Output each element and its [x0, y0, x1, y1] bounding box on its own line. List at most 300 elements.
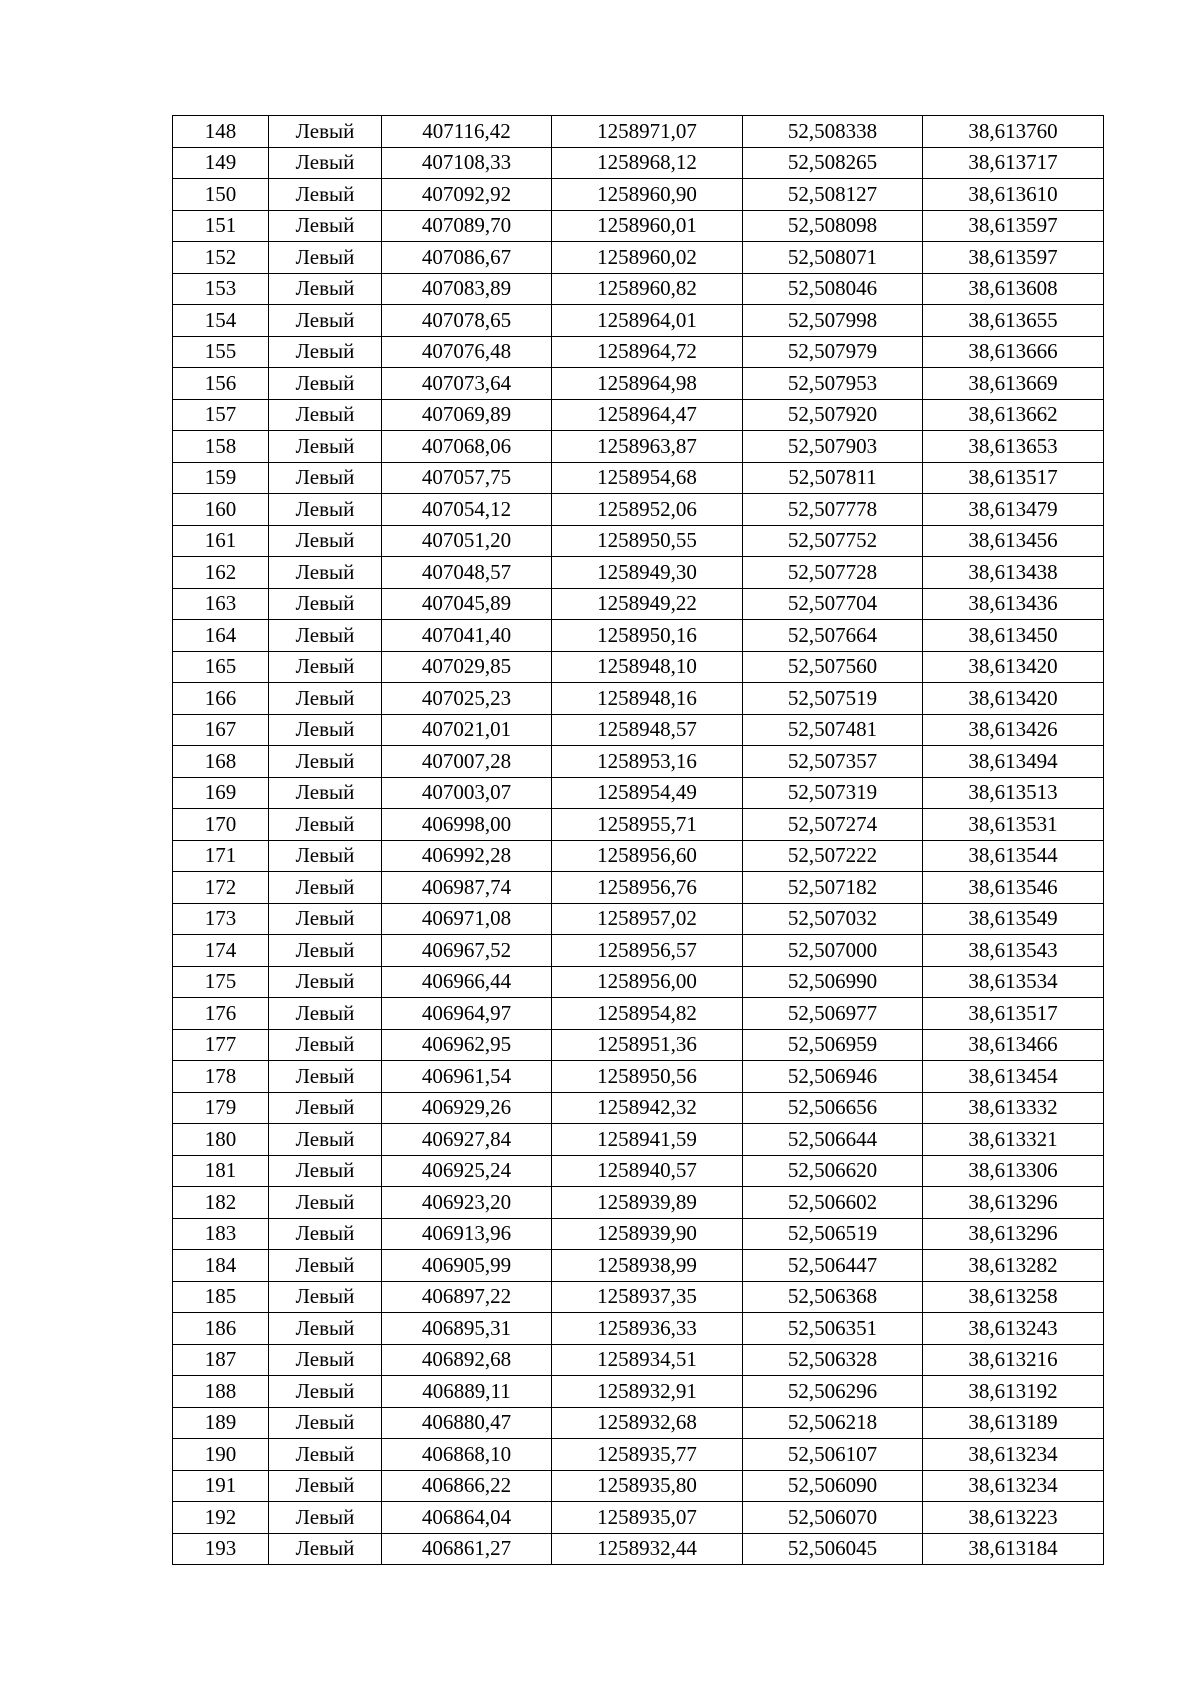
- point-number-cell: 184: [173, 1250, 269, 1282]
- point-number-cell: 168: [173, 746, 269, 778]
- x-coordinate-cell: 406967,52: [382, 935, 552, 967]
- side-cell: Левый: [269, 1061, 382, 1093]
- longitude-cell: 38,613517: [923, 998, 1104, 1030]
- side-cell: Левый: [269, 872, 382, 904]
- latitude-cell: 52,508338: [743, 116, 923, 148]
- x-coordinate-cell: 406864,04: [382, 1502, 552, 1534]
- y-coordinate-cell: 1258968,12: [552, 147, 743, 179]
- y-coordinate-cell: 1258935,80: [552, 1470, 743, 1502]
- longitude-cell: 38,613669: [923, 368, 1104, 400]
- longitude-cell: 38,613243: [923, 1313, 1104, 1345]
- y-coordinate-cell: 1258942,32: [552, 1092, 743, 1124]
- longitude-cell: 38,613466: [923, 1029, 1104, 1061]
- longitude-cell: 38,613666: [923, 336, 1104, 368]
- latitude-cell: 52,507274: [743, 809, 923, 841]
- point-number-cell: 166: [173, 683, 269, 715]
- table-row: [173, 1155, 1104, 1187]
- x-coordinate-cell: 406987,74: [382, 872, 552, 904]
- longitude-cell: 38,613332: [923, 1092, 1104, 1124]
- y-coordinate-cell: 1258957,02: [552, 903, 743, 935]
- x-coordinate-cell: 406998,00: [382, 809, 552, 841]
- latitude-cell: 52,507664: [743, 620, 923, 652]
- latitude-cell: 52,508071: [743, 242, 923, 274]
- x-coordinate-cell: 406992,28: [382, 840, 552, 872]
- point-number-cell: 148: [173, 116, 269, 148]
- point-number-cell: 149: [173, 147, 269, 179]
- coordinates-table: [172, 115, 1104, 1565]
- point-number-cell: 189: [173, 1407, 269, 1439]
- longitude-cell: 38,613597: [923, 242, 1104, 274]
- longitude-cell: 38,613296: [923, 1187, 1104, 1219]
- table-row: [173, 1187, 1104, 1219]
- table-row: [173, 998, 1104, 1030]
- y-coordinate-cell: 1258932,91: [552, 1376, 743, 1408]
- longitude-cell: 38,613450: [923, 620, 1104, 652]
- table-row: [173, 714, 1104, 746]
- latitude-cell: 52,506351: [743, 1313, 923, 1345]
- longitude-cell: 38,613655: [923, 305, 1104, 337]
- side-cell: Левый: [269, 1344, 382, 1376]
- side-cell: Левый: [269, 1407, 382, 1439]
- latitude-cell: 52,507752: [743, 525, 923, 557]
- longitude-cell: 38,613546: [923, 872, 1104, 904]
- table-row: [173, 431, 1104, 463]
- longitude-cell: 38,613192: [923, 1376, 1104, 1408]
- table-row: [173, 336, 1104, 368]
- table-row: [173, 651, 1104, 683]
- table-row: [173, 872, 1104, 904]
- x-coordinate-cell: 407073,64: [382, 368, 552, 400]
- side-cell: Левый: [269, 620, 382, 652]
- point-number-cell: 167: [173, 714, 269, 746]
- x-coordinate-cell: 406861,27: [382, 1533, 552, 1565]
- y-coordinate-cell: 1258964,47: [552, 399, 743, 431]
- point-number-cell: 178: [173, 1061, 269, 1093]
- longitude-cell: 38,613543: [923, 935, 1104, 967]
- x-coordinate-cell: 406892,68: [382, 1344, 552, 1376]
- side-cell: Левый: [269, 305, 382, 337]
- longitude-cell: 38,613534: [923, 966, 1104, 998]
- table-row: [173, 368, 1104, 400]
- latitude-cell: 52,507519: [743, 683, 923, 715]
- point-number-cell: 181: [173, 1155, 269, 1187]
- x-coordinate-cell: 407025,23: [382, 683, 552, 715]
- y-coordinate-cell: 1258948,16: [552, 683, 743, 715]
- latitude-cell: 52,506296: [743, 1376, 923, 1408]
- y-coordinate-cell: 1258954,82: [552, 998, 743, 1030]
- x-coordinate-cell: 406897,22: [382, 1281, 552, 1313]
- point-number-cell: 165: [173, 651, 269, 683]
- x-coordinate-cell: 407003,07: [382, 777, 552, 809]
- longitude-cell: 38,613321: [923, 1124, 1104, 1156]
- latitude-cell: 52,508098: [743, 210, 923, 242]
- x-coordinate-cell: 406927,84: [382, 1124, 552, 1156]
- longitude-cell: 38,613517: [923, 462, 1104, 494]
- point-number-cell: 192: [173, 1502, 269, 1534]
- side-cell: Левый: [269, 242, 382, 274]
- x-coordinate-cell: 406962,95: [382, 1029, 552, 1061]
- y-coordinate-cell: 1258963,87: [552, 431, 743, 463]
- side-cell: Левый: [269, 998, 382, 1030]
- latitude-cell: 52,507953: [743, 368, 923, 400]
- side-cell: Левый: [269, 588, 382, 620]
- side-cell: Левый: [269, 557, 382, 589]
- longitude-cell: 38,613717: [923, 147, 1104, 179]
- x-coordinate-cell: 407078,65: [382, 305, 552, 337]
- y-coordinate-cell: 1258934,51: [552, 1344, 743, 1376]
- latitude-cell: 52,507979: [743, 336, 923, 368]
- point-number-cell: 151: [173, 210, 269, 242]
- latitude-cell: 52,506328: [743, 1344, 923, 1376]
- longitude-cell: 38,613216: [923, 1344, 1104, 1376]
- side-cell: Левый: [269, 1376, 382, 1408]
- table-row: [173, 746, 1104, 778]
- longitude-cell: 38,613189: [923, 1407, 1104, 1439]
- table-row: [173, 242, 1104, 274]
- point-number-cell: 161: [173, 525, 269, 557]
- longitude-cell: 38,613420: [923, 683, 1104, 715]
- point-number-cell: 186: [173, 1313, 269, 1345]
- latitude-cell: 52,507778: [743, 494, 923, 526]
- y-coordinate-cell: 1258964,72: [552, 336, 743, 368]
- table-row: [173, 116, 1104, 148]
- point-number-cell: 193: [173, 1533, 269, 1565]
- table-row: [173, 620, 1104, 652]
- point-number-cell: 187: [173, 1344, 269, 1376]
- side-cell: Левый: [269, 273, 382, 305]
- longitude-cell: 38,613662: [923, 399, 1104, 431]
- latitude-cell: 52,507357: [743, 746, 923, 778]
- longitude-cell: 38,613223: [923, 1502, 1104, 1534]
- x-coordinate-cell: 407108,33: [382, 147, 552, 179]
- point-number-cell: 156: [173, 368, 269, 400]
- table-row: [173, 935, 1104, 967]
- side-cell: Левый: [269, 431, 382, 463]
- side-cell: Левый: [269, 1187, 382, 1219]
- point-number-cell: 163: [173, 588, 269, 620]
- point-number-cell: 164: [173, 620, 269, 652]
- side-cell: Левый: [269, 147, 382, 179]
- point-number-cell: 150: [173, 179, 269, 211]
- latitude-cell: 52,506107: [743, 1439, 923, 1471]
- latitude-cell: 52,506977: [743, 998, 923, 1030]
- table-row: [173, 588, 1104, 620]
- table-row: [173, 1250, 1104, 1282]
- side-cell: Левый: [269, 746, 382, 778]
- y-coordinate-cell: 1258935,07: [552, 1502, 743, 1534]
- side-cell: Левый: [269, 1439, 382, 1471]
- side-cell: Левый: [269, 368, 382, 400]
- y-coordinate-cell: 1258960,01: [552, 210, 743, 242]
- longitude-cell: 38,613258: [923, 1281, 1104, 1313]
- point-number-cell: 182: [173, 1187, 269, 1219]
- latitude-cell: 52,506959: [743, 1029, 923, 1061]
- longitude-cell: 38,613436: [923, 588, 1104, 620]
- table-row: [173, 1533, 1104, 1565]
- longitude-cell: 38,613513: [923, 777, 1104, 809]
- coordinates-table-body: [173, 116, 1104, 1565]
- side-cell: Левый: [269, 714, 382, 746]
- latitude-cell: 52,506218: [743, 1407, 923, 1439]
- latitude-cell: 52,506045: [743, 1533, 923, 1565]
- longitude-cell: 38,613653: [923, 431, 1104, 463]
- x-coordinate-cell: 406913,96: [382, 1218, 552, 1250]
- x-coordinate-cell: 407086,67: [382, 242, 552, 274]
- latitude-cell: 52,507728: [743, 557, 923, 589]
- point-number-cell: 169: [173, 777, 269, 809]
- table-row: [173, 777, 1104, 809]
- point-number-cell: 183: [173, 1218, 269, 1250]
- point-number-cell: 188: [173, 1376, 269, 1408]
- x-coordinate-cell: 406868,10: [382, 1439, 552, 1471]
- side-cell: Левый: [269, 1470, 382, 1502]
- latitude-cell: 52,507560: [743, 651, 923, 683]
- x-coordinate-cell: 407057,75: [382, 462, 552, 494]
- latitude-cell: 52,506644: [743, 1124, 923, 1156]
- table-row: [173, 525, 1104, 557]
- longitude-cell: 38,613494: [923, 746, 1104, 778]
- side-cell: Левый: [269, 840, 382, 872]
- point-number-cell: 185: [173, 1281, 269, 1313]
- longitude-cell: 38,613306: [923, 1155, 1104, 1187]
- y-coordinate-cell: 1258953,16: [552, 746, 743, 778]
- point-number-cell: 172: [173, 872, 269, 904]
- latitude-cell: 52,506447: [743, 1250, 923, 1282]
- side-cell: Левый: [269, 525, 382, 557]
- table-row: [173, 179, 1104, 211]
- longitude-cell: 38,613531: [923, 809, 1104, 841]
- x-coordinate-cell: 406880,47: [382, 1407, 552, 1439]
- latitude-cell: 52,507998: [743, 305, 923, 337]
- longitude-cell: 38,613426: [923, 714, 1104, 746]
- table-row: [173, 1218, 1104, 1250]
- point-number-cell: 191: [173, 1470, 269, 1502]
- y-coordinate-cell: 1258950,56: [552, 1061, 743, 1093]
- latitude-cell: 52,506090: [743, 1470, 923, 1502]
- longitude-cell: 38,613420: [923, 651, 1104, 683]
- latitude-cell: 52,508265: [743, 147, 923, 179]
- y-coordinate-cell: 1258948,10: [552, 651, 743, 683]
- x-coordinate-cell: 407021,01: [382, 714, 552, 746]
- x-coordinate-cell: 406905,99: [382, 1250, 552, 1282]
- y-coordinate-cell: 1258956,57: [552, 935, 743, 967]
- x-coordinate-cell: 407048,57: [382, 557, 552, 589]
- longitude-cell: 38,613549: [923, 903, 1104, 935]
- point-number-cell: 173: [173, 903, 269, 935]
- x-coordinate-cell: 407069,89: [382, 399, 552, 431]
- point-number-cell: 175: [173, 966, 269, 998]
- longitude-cell: 38,613184: [923, 1533, 1104, 1565]
- side-cell: Левый: [269, 683, 382, 715]
- longitude-cell: 38,613438: [923, 557, 1104, 589]
- latitude-cell: 52,507182: [743, 872, 923, 904]
- table-row: [173, 1092, 1104, 1124]
- side-cell: Левый: [269, 903, 382, 935]
- latitude-cell: 52,506620: [743, 1155, 923, 1187]
- y-coordinate-cell: 1258964,01: [552, 305, 743, 337]
- latitude-cell: 52,506519: [743, 1218, 923, 1250]
- table-row: [173, 903, 1104, 935]
- side-cell: Левый: [269, 809, 382, 841]
- latitude-cell: 52,506656: [743, 1092, 923, 1124]
- y-coordinate-cell: 1258935,77: [552, 1439, 743, 1471]
- point-number-cell: 180: [173, 1124, 269, 1156]
- x-coordinate-cell: 406923,20: [382, 1187, 552, 1219]
- side-cell: Левый: [269, 399, 382, 431]
- point-number-cell: 154: [173, 305, 269, 337]
- table-row: [173, 1061, 1104, 1093]
- table-row: [173, 1502, 1104, 1534]
- y-coordinate-cell: 1258960,82: [552, 273, 743, 305]
- point-number-cell: 174: [173, 935, 269, 967]
- x-coordinate-cell: 406961,54: [382, 1061, 552, 1093]
- y-coordinate-cell: 1258956,60: [552, 840, 743, 872]
- point-number-cell: 155: [173, 336, 269, 368]
- y-coordinate-cell: 1258932,68: [552, 1407, 743, 1439]
- latitude-cell: 52,506070: [743, 1502, 923, 1534]
- latitude-cell: 52,506946: [743, 1061, 923, 1093]
- x-coordinate-cell: 407083,89: [382, 273, 552, 305]
- side-cell: Левый: [269, 1281, 382, 1313]
- side-cell: Левый: [269, 336, 382, 368]
- longitude-cell: 38,613610: [923, 179, 1104, 211]
- longitude-cell: 38,613597: [923, 210, 1104, 242]
- x-coordinate-cell: 407051,20: [382, 525, 552, 557]
- latitude-cell: 52,507920: [743, 399, 923, 431]
- x-coordinate-cell: 406929,26: [382, 1092, 552, 1124]
- side-cell: Левый: [269, 179, 382, 211]
- point-number-cell: 179: [173, 1092, 269, 1124]
- table-row: [173, 1407, 1104, 1439]
- y-coordinate-cell: 1258941,59: [552, 1124, 743, 1156]
- y-coordinate-cell: 1258960,02: [552, 242, 743, 274]
- side-cell: Левый: [269, 462, 382, 494]
- y-coordinate-cell: 1258952,06: [552, 494, 743, 526]
- x-coordinate-cell: 407041,40: [382, 620, 552, 652]
- table-row: [173, 1344, 1104, 1376]
- y-coordinate-cell: 1258938,99: [552, 1250, 743, 1282]
- latitude-cell: 52,507704: [743, 588, 923, 620]
- point-number-cell: 171: [173, 840, 269, 872]
- side-cell: Левый: [269, 1092, 382, 1124]
- point-number-cell: 157: [173, 399, 269, 431]
- y-coordinate-cell: 1258960,90: [552, 179, 743, 211]
- side-cell: Левый: [269, 1533, 382, 1565]
- y-coordinate-cell: 1258937,35: [552, 1281, 743, 1313]
- side-cell: Левый: [269, 651, 382, 683]
- latitude-cell: 52,507222: [743, 840, 923, 872]
- y-coordinate-cell: 1258956,00: [552, 966, 743, 998]
- x-coordinate-cell: 407029,85: [382, 651, 552, 683]
- table-row: [173, 1124, 1104, 1156]
- y-coordinate-cell: 1258939,89: [552, 1187, 743, 1219]
- latitude-cell: 52,506990: [743, 966, 923, 998]
- side-cell: Левый: [269, 1155, 382, 1187]
- table-row: [173, 1376, 1104, 1408]
- side-cell: Левый: [269, 116, 382, 148]
- x-coordinate-cell: 407054,12: [382, 494, 552, 526]
- x-coordinate-cell: 407007,28: [382, 746, 552, 778]
- point-number-cell: 190: [173, 1439, 269, 1471]
- y-coordinate-cell: 1258936,33: [552, 1313, 743, 1345]
- table-row: [173, 1470, 1104, 1502]
- x-coordinate-cell: 407092,92: [382, 179, 552, 211]
- y-coordinate-cell: 1258932,44: [552, 1533, 743, 1565]
- x-coordinate-cell: 407116,42: [382, 116, 552, 148]
- y-coordinate-cell: 1258949,30: [552, 557, 743, 589]
- table-row: [173, 147, 1104, 179]
- y-coordinate-cell: 1258951,36: [552, 1029, 743, 1061]
- table-row: [173, 1029, 1104, 1061]
- x-coordinate-cell: 406889,11: [382, 1376, 552, 1408]
- y-coordinate-cell: 1258954,49: [552, 777, 743, 809]
- longitude-cell: 38,613456: [923, 525, 1104, 557]
- x-coordinate-cell: 407076,48: [382, 336, 552, 368]
- side-cell: Левый: [269, 210, 382, 242]
- side-cell: Левый: [269, 966, 382, 998]
- latitude-cell: 52,507903: [743, 431, 923, 463]
- x-coordinate-cell: 406971,08: [382, 903, 552, 935]
- point-number-cell: 162: [173, 557, 269, 589]
- longitude-cell: 38,613544: [923, 840, 1104, 872]
- x-coordinate-cell: 406895,31: [382, 1313, 552, 1345]
- table-row: [173, 557, 1104, 589]
- table-row: [173, 399, 1104, 431]
- latitude-cell: 52,508046: [743, 273, 923, 305]
- y-coordinate-cell: 1258948,57: [552, 714, 743, 746]
- longitude-cell: 38,613608: [923, 273, 1104, 305]
- latitude-cell: 52,506602: [743, 1187, 923, 1219]
- longitude-cell: 38,613454: [923, 1061, 1104, 1093]
- point-number-cell: 153: [173, 273, 269, 305]
- longitude-cell: 38,613479: [923, 494, 1104, 526]
- table-row: [173, 966, 1104, 998]
- side-cell: Левый: [269, 1250, 382, 1282]
- side-cell: Левый: [269, 935, 382, 967]
- x-coordinate-cell: 407068,06: [382, 431, 552, 463]
- y-coordinate-cell: 1258949,22: [552, 588, 743, 620]
- side-cell: Левый: [269, 1029, 382, 1061]
- point-number-cell: 158: [173, 431, 269, 463]
- longitude-cell: 38,613282: [923, 1250, 1104, 1282]
- side-cell: Левый: [269, 1124, 382, 1156]
- x-coordinate-cell: 406925,24: [382, 1155, 552, 1187]
- x-coordinate-cell: 406966,44: [382, 966, 552, 998]
- side-cell: Левый: [269, 777, 382, 809]
- point-number-cell: 176: [173, 998, 269, 1030]
- table-row: [173, 210, 1104, 242]
- y-coordinate-cell: 1258939,90: [552, 1218, 743, 1250]
- latitude-cell: 52,507319: [743, 777, 923, 809]
- point-number-cell: 160: [173, 494, 269, 526]
- x-coordinate-cell: 406866,22: [382, 1470, 552, 1502]
- latitude-cell: 52,507811: [743, 462, 923, 494]
- side-cell: Левый: [269, 1218, 382, 1250]
- longitude-cell: 38,613760: [923, 116, 1104, 148]
- longitude-cell: 38,613234: [923, 1470, 1104, 1502]
- side-cell: Левый: [269, 1502, 382, 1534]
- table-row: [173, 1281, 1104, 1313]
- side-cell: Левый: [269, 494, 382, 526]
- point-number-cell: 177: [173, 1029, 269, 1061]
- table-row: [173, 494, 1104, 526]
- y-coordinate-cell: 1258955,71: [552, 809, 743, 841]
- table-row: [173, 809, 1104, 841]
- point-number-cell: 152: [173, 242, 269, 274]
- longitude-cell: 38,613296: [923, 1218, 1104, 1250]
- latitude-cell: 52,507000: [743, 935, 923, 967]
- y-coordinate-cell: 1258964,98: [552, 368, 743, 400]
